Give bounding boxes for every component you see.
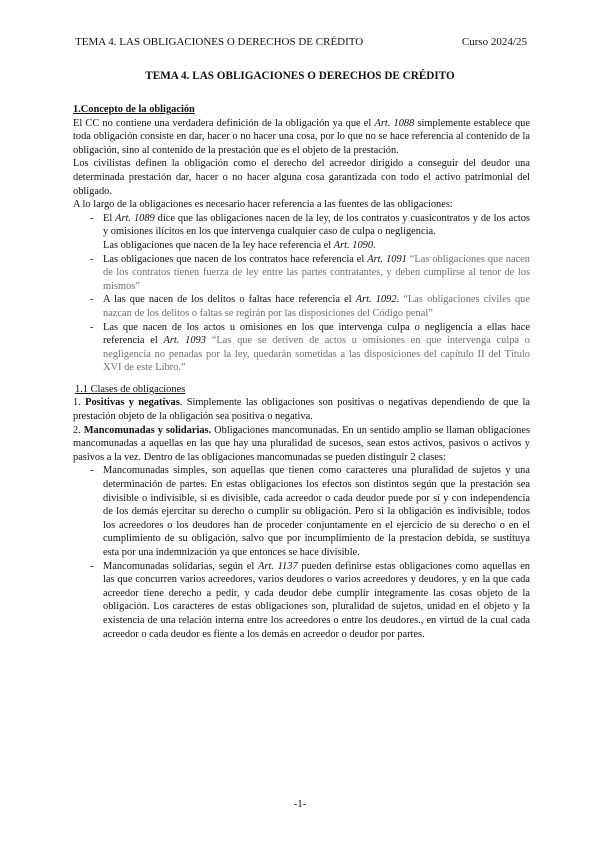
list-item bbox=[73, 253, 530, 294]
section-heading-concepto: 1.Concepto de la obligación bbox=[73, 104, 195, 115]
legal-quote: “Las obligaciones civiles que nazcan de los delitos o faltas se regirán por las disposiciones del Código penal” bbox=[103, 294, 530, 319]
paragraph-text: simplemente establece que toda obligación consiste en dar, hacer o no hacer una cosa, por lo que no se hace referencia al contenido de la obligación, sino al contenido de la prestación que es el objeto de la prestación. bbox=[73, 117, 530, 156]
list-item bbox=[73, 560, 530, 642]
list-item: - Mancomunadas simples, son aquellas que tienen como caracteres una pluralidad de sujetos y una determinación de partes. En estas obligaciones los efectos son distintos según que la prestación sea divisible o indivisible, si es divisible, cada acreedor o cada deudor puede por sí y con independencia de los demás ejercitar su derecho o cumplir su obligación. Pero si la obligación es indivisible, todos los acreedores o los deudores han de proceder conjuntamente en el ejercicio de su derecho o en el cumplimiento de su obligación, salvo que por incumplimiento de la prestacion debida, se sustituya esta por una indemnización ya que entonces se hace divisible. bbox=[73, 464, 530, 559]
item-text: Mancomunadas solidarias, según el bbox=[103, 560, 258, 572]
article-reference: Art. 1092 bbox=[355, 294, 397, 306]
item-text: . bbox=[373, 239, 376, 251]
article-reference: Art. 1090 bbox=[333, 239, 374, 251]
term-bold: Positivas y negativas bbox=[85, 397, 180, 409]
item-text: A las que nacen de los delitos o faltas hace referencia el bbox=[103, 294, 356, 306]
paragraph-definition bbox=[73, 117, 530, 158]
item-text: pueden definirse estas obligaciones como aquellas en las que concurren varios acreedores, varios deudores o varios acreedores y deudores, y en la que cada acreedor tiene derecho a pedir, y cada deudor debe cumplir íntegramente las cosas objeto de la obligación. Los caracteres de estas obligaciones son, pluralidad de sujetos, unidad en el objeto y la existencia de una relación interna entre los acreedores o entre los deudores., en virtud de la cual cada acreedor o cada deudor es fiente a los demás en acreedor o deudor por partes. bbox=[103, 560, 530, 640]
sources-list bbox=[73, 212, 530, 375]
list-item bbox=[73, 293, 530, 320]
item-text: . bbox=[396, 294, 400, 306]
running-header-course: Curso 2024/25 bbox=[461, 36, 527, 48]
document-body bbox=[73, 103, 530, 641]
term-bold: Mancomunadas y solidarias. bbox=[83, 424, 212, 436]
item-number: 2. bbox=[73, 424, 84, 436]
item-text: Las obligaciones que nacen de la ley hace referencia el bbox=[103, 239, 334, 251]
item-text: El bbox=[103, 212, 116, 224]
article-reference: Art. 1093 bbox=[163, 335, 206, 347]
item-number: 1. bbox=[73, 397, 86, 409]
paragraph-text: El CC no contiene una verdadera definición de la obligación ya que el bbox=[73, 117, 375, 129]
classes-list bbox=[73, 464, 530, 641]
article-reference: Art. 1137 bbox=[258, 560, 298, 572]
legal-quote: “Las que se deriven de actos u omisiones en que intervenga culpa o negligencia no penadas por la ley, quedarán sometidas a las disposiciones del capítulo II del Título XVI de este Libro.” bbox=[103, 335, 530, 374]
item-text: Las obligaciones que nacen de los contratos hace referencia el bbox=[103, 253, 368, 265]
article-reference: Art. 1091 bbox=[367, 253, 407, 265]
paragraph-text: Obligaciones mancomunadas. En un sentido amplio se llaman obligaciones mancomunadas a aquellas en las que hay una pluralidad de sucesos, sean estos activos, pasivos o activos y pasivos a la vez. Dentro de las obligaciones mancomunadas se pueden distinguir 2 clases: bbox=[73, 424, 531, 463]
paragraph-civilistas: Los civilistas definen la obligación como el derecho del acreedor dirigido a conseguir del deudor una determinada prestación dar, hacer o no hacer alguna cosa garantizada con todo el activo patrimonial del obligado. bbox=[73, 158, 530, 197]
article-reference: Art. 1088 bbox=[374, 117, 415, 129]
page-number: -1- bbox=[293, 798, 307, 810]
article-reference: Art. 1089 bbox=[115, 212, 155, 224]
running-header-title: TEMA 4. LAS OBLIGACIONES O DERECHOS DE CRÉDITO bbox=[75, 36, 364, 48]
document-title: TEMA 4. LAS OBLIGACIONES O DERECHOS DE CRÉDITO bbox=[145, 70, 455, 82]
item-text: dice que las obligaciones nacen de la ley, de los contratos y cuasicontratos y de los actos y omisiones ilícitos en los que intervenga cualquier caso de culpa o negligencia. bbox=[103, 212, 530, 238]
paragraph-fuentes: A lo largo de la obligaciones es necesario hacer referencia a las fuentes de las obligaciones: bbox=[73, 199, 453, 211]
list-item bbox=[73, 321, 530, 375]
section-heading-clases: 1.1 Clases de obligaciones bbox=[75, 383, 186, 395]
paragraph-positivas bbox=[73, 396, 530, 423]
paragraph-text: . Simplemente las obligaciones son positivas o negativas dependiendo de que la prestación objeto de la obligación sea positiva o negativa. bbox=[73, 397, 530, 423]
item-text: Las que nacen de los actos u omisiones en los que intervenga culpa o negligencia a ellas hace referencia el bbox=[103, 321, 530, 347]
paragraph-mancomunadas bbox=[73, 424, 530, 465]
legal-quote: “Las obligaciones que nacen de los contratos tienen fuerza de ley entre las partes contratantes, y deben cumplirse al tenor de los mismos” bbox=[103, 253, 530, 292]
list-item bbox=[73, 212, 530, 253]
